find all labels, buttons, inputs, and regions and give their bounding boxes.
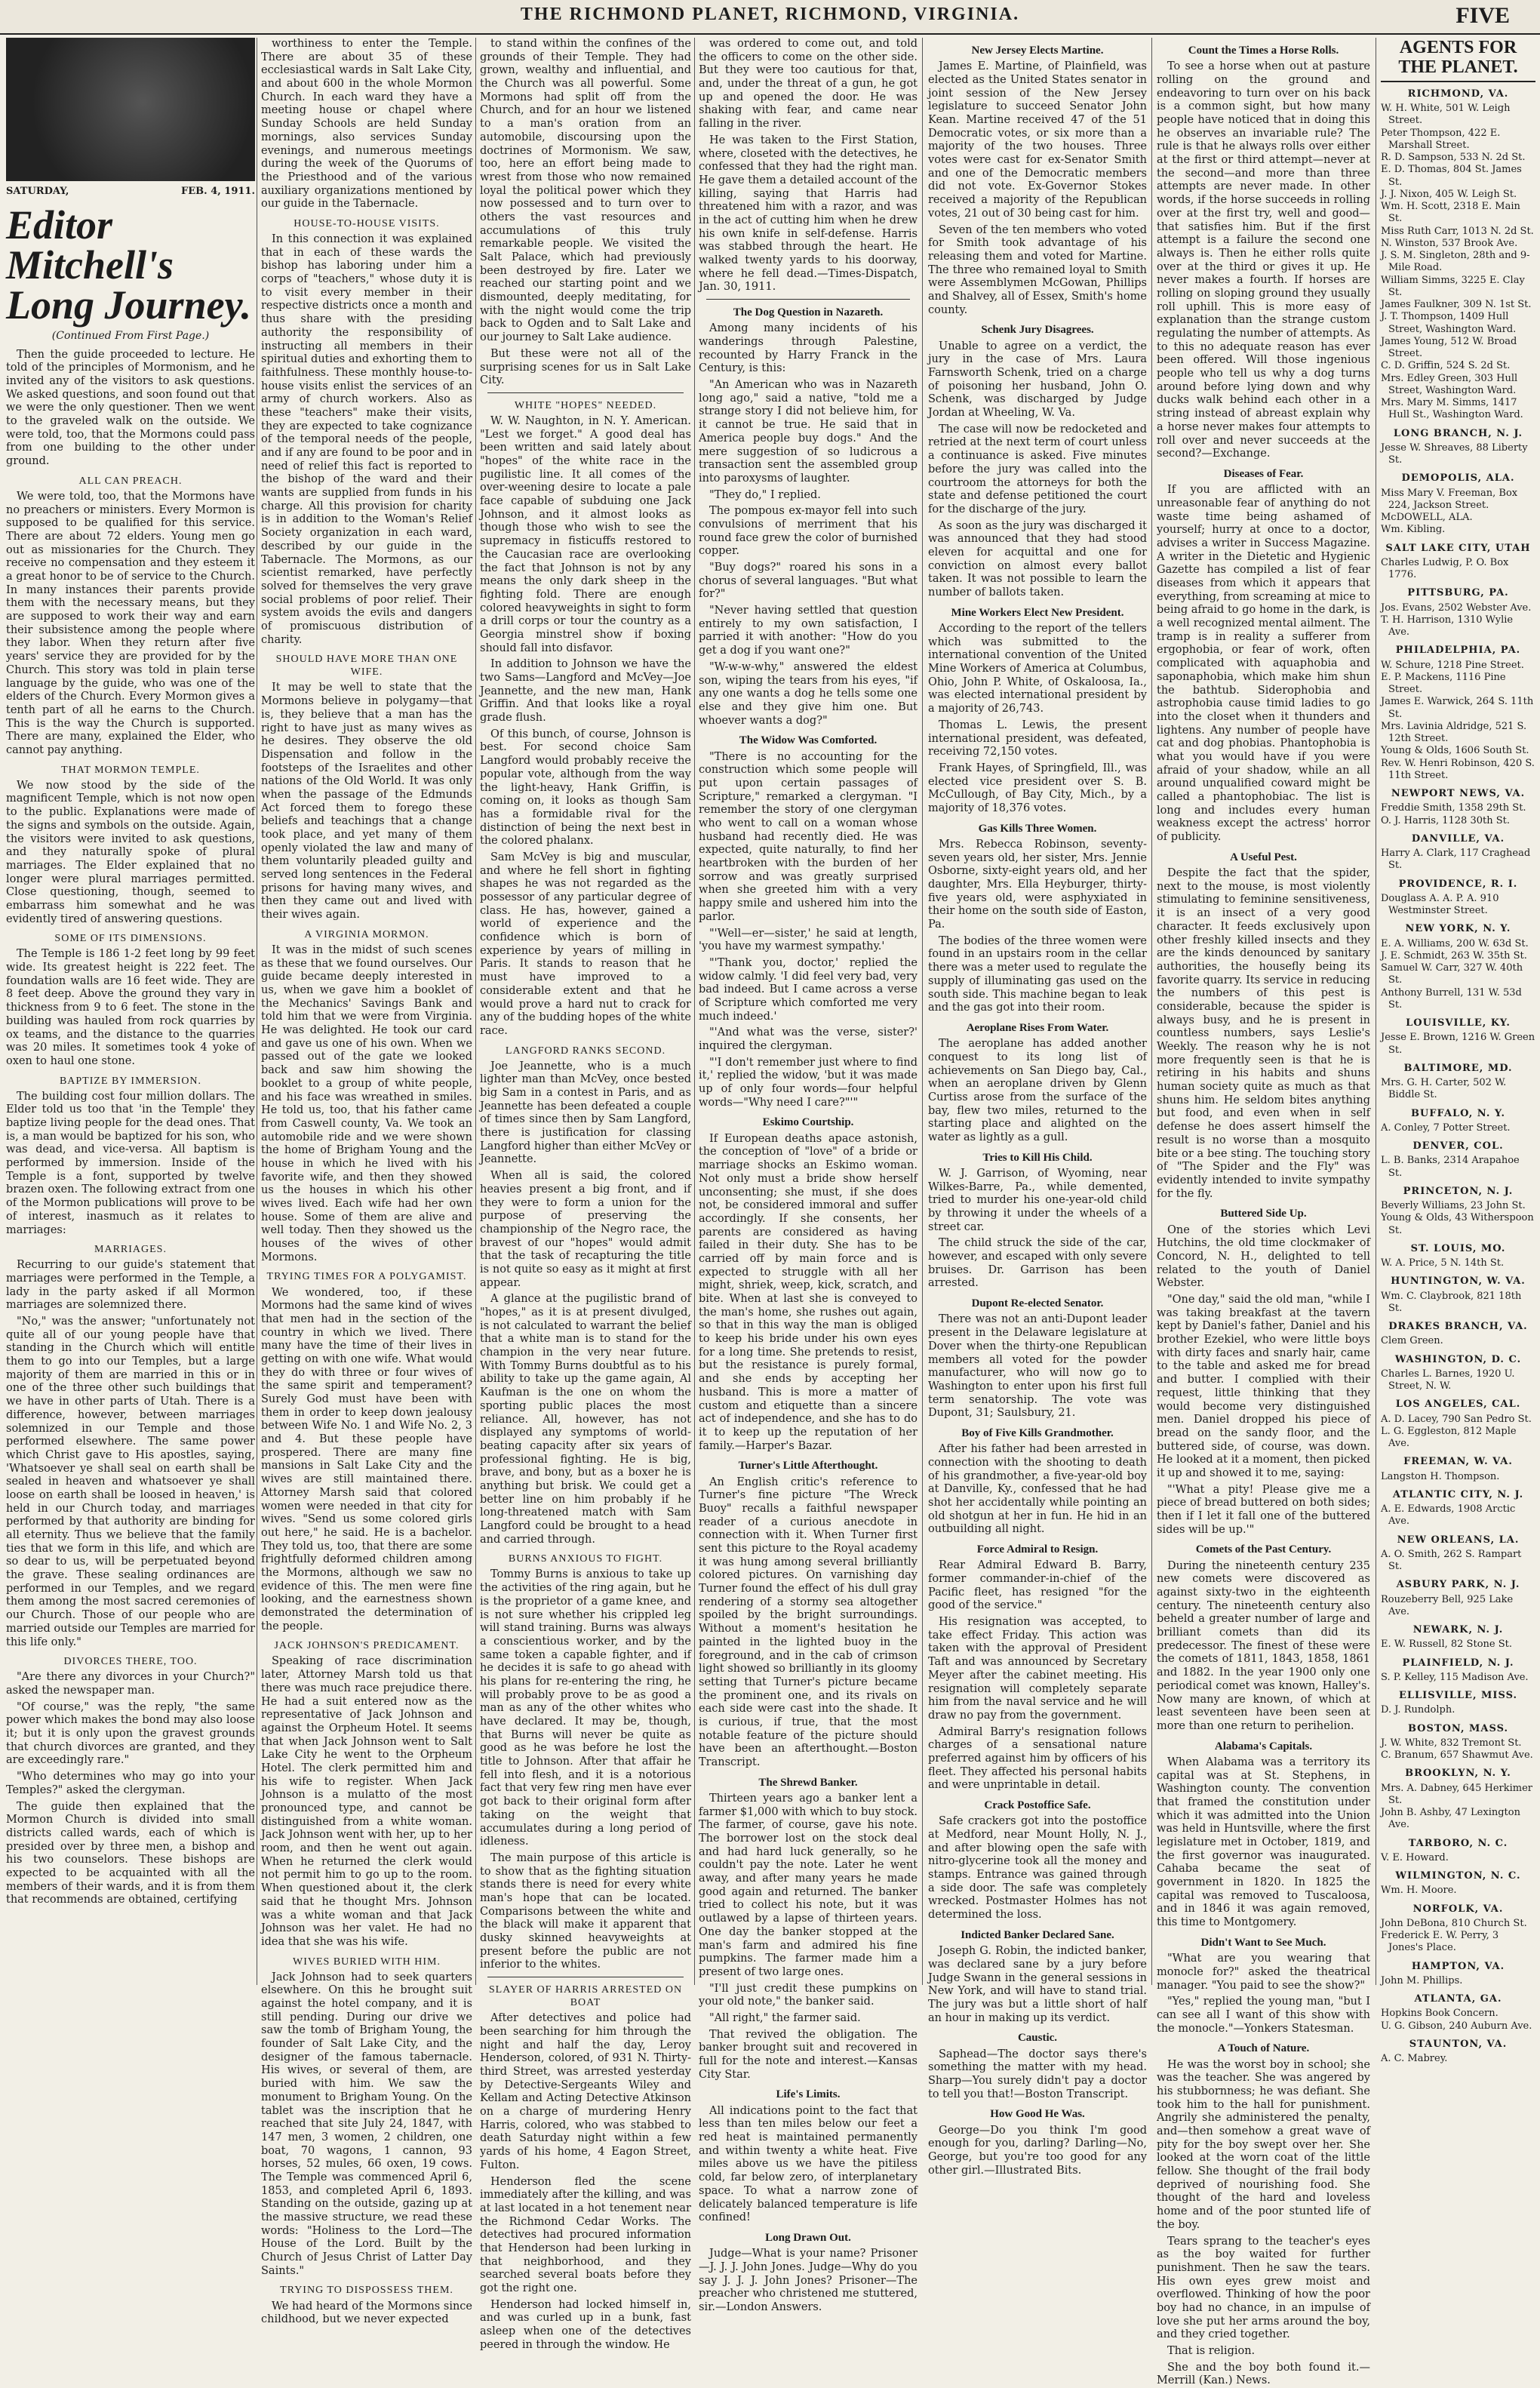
paragraph: Thirteen years ago a banker lent a farmer $1,000 with which to buy stock. The farmer, of course, gave his note. The borrower lost on the stock deal and had hard luck generally, so he couldn't pay the note. Later he went away, and after many years he made good again and returned. The banker tried to collect his note, but it was outlawed by a lapse of thirteen years. One day the banker stopped at the man's farm and admired his fine pumpkins. The farmer made him a present of two large ones. bbox=[699, 1792, 918, 1978]
agents-column bbox=[1381, 38, 1535, 2065]
paragraph: The aeroplane has added another conquest to its long list of achievements on San Diego bay, Cal., when an aeroplane driven by Glenn Curtiss arose from the surface of the bay, flew two miles, returned to the starting place and alighted on the water as lightly as a gull. bbox=[928, 1038, 1147, 1143]
agents-city-heading: LOS ANGELES, CAL. bbox=[1395, 1399, 1521, 1411]
paragraph: An English critic's reference to Turner's fine picture "The Wreck Buoy" recalls a faithful newspaper reader of a curious anecdote in connection with it. When Turner first sent this picture to the Royal academy it was hung among several brilliantly colored pictures. On varnishing day Turner found the effect of his dull gray rendering of a stormy sea altogether spoiled by the bright surroundings. Without a moment's hesitation he painted in the lighted buoy in the foreground, and in the cab of crimson light showed so brilliantly in its gloomy setting that Turner's picture became the prominent one, and its rivals on each side were cast into the shade. It is curious, if true, that the most notable feature of the picture should have been an afterthought.—Boston Transcript. bbox=[699, 1476, 918, 1768]
column-rule bbox=[475, 38, 476, 1985]
article-heading: Dupont Re-elected Senator. bbox=[971, 1297, 1104, 1310]
paragraph: We had heard of the Mormons since childhood, but we never expected bbox=[261, 2300, 472, 2326]
section-heading: DIVORCES THERE, TOO. bbox=[63, 1656, 198, 1668]
paragraph: Thomas L. Lewis, the present international president, was defeated, receiving 72,150 votes. bbox=[928, 719, 1147, 759]
agent-entry: Charles L. Barnes, 1920 U. Street, N. W. bbox=[1381, 1368, 1515, 1392]
agent-entry: Miss Ruth Carr, 1013 N. 2d St. bbox=[1381, 225, 1534, 237]
agent-entry: E. D. Thomas, 804 St. James St. bbox=[1381, 164, 1522, 188]
agent-entry: James Faulkner, 309 N. 1st St. bbox=[1381, 299, 1532, 311]
paragraph: worthiness to enter the Temple. There are about 35 of these ecclesiastical wards in Salt Lake City, and about 600 in the whole Mormon Church. In each ward they have a meeting house or chapel where Sunday Schools are held Sunday mornings, also services Sunday evenings, and numerous meetings during the week of the Quorums of the Priesthood and of the various auxiliary organizations mentioned by our guide in the Tabernacle. bbox=[261, 38, 472, 211]
article-heading: How Good He Was. bbox=[990, 2108, 1085, 2121]
paragraph: When all is said, the colored heavies present a big front, and if they were to form a union for the purpose of preserving the championship of the Negro race, the bravest of our "hopes" would admit that the task of recapturing the title is not quite so easy as it might at first appear. bbox=[480, 1170, 691, 1289]
article-heading: Force Admiral to Resign. bbox=[976, 1543, 1099, 1556]
agent-entry: W. Schure, 1218 Pine Street. bbox=[1381, 659, 1524, 671]
paragraph: "W-w-w-why," answered the eldest son, wiping the tears from his eyes, "if any one wants a dog he tells some one else and they give him one. But whoever wants a dog?" bbox=[699, 660, 918, 727]
agents-city-heading: FREEMAN, W. VA. bbox=[1403, 1456, 1513, 1468]
agents-title: AGENTS FOR THE PLANET. bbox=[1381, 38, 1535, 82]
agent-entry: Clem Green. bbox=[1381, 1335, 1443, 1347]
paragraph: "What are you wearing that monocle for?" asked the theatrical manager. "You paid to see the show?" bbox=[1157, 1953, 1370, 1992]
article-heading: Count the Times a Horse Rolls. bbox=[1188, 45, 1339, 57]
paragraph: It may be well to state that the Mormons believe in polygamy—that is, they believe that a man has the right to have just as many wives as he desires. They observe the old Dispensation and follow in the footsteps of the Israelites and other nations of the Old World. It was only when the passage of the Edmunds Act forced them to forego these beliefs and teachings that a change took place, and yet many of them openly violated the law and many of them voluntarily pleaded guilty and served long sentences in the Federal prisons for having many wives, and then they came out and lived with their wives again. bbox=[261, 682, 472, 922]
agent-entry: O. J. Harris, 1128 30th St. bbox=[1381, 814, 1510, 826]
article-heading: Didn't Want to See Much. bbox=[1200, 1936, 1326, 1949]
paragraph: "They do," I replied. bbox=[709, 488, 821, 501]
paragraph: She and the boy both found it.—Merrill (Kan.) News. bbox=[1157, 2361, 1370, 2387]
article-heading: Aeroplane Rises From Water. bbox=[966, 1021, 1109, 1034]
agent-entry: Rouzeberry Bell, 925 Lake Ave. bbox=[1381, 1593, 1514, 1617]
paragraph: A glance at the pugilistic brand of "hopes," as it is at present divulged, is not calculated to warrant the belief that a white man is to stand for the champion in the very near future. With Tommy Burns doubtful as to his ability to take up the game again, Al Kaufman is the one on whom the sporting public places the most reliance. All, however, has not displayed any symptoms of world-beating capacity after six years of professional fighting. He is big, brave, and bony, but as a boxer he is anything but brisk. We could get a better line on him probably if he long-threatened match with Sam Langford could be brought to a head and carried through. bbox=[480, 1293, 691, 1546]
agents-city-heading: ST. LOUIS, MO. bbox=[1410, 1242, 1506, 1254]
paragraph: We were told, too, that the Mormons have no preachers or ministers. Every Mormon is supposed to be qualified for this service. There are about 72 elders. Young men go out as missionaries for the Church. They receive no compensation and they esteem it a great honor to be of service to the Church. In many instances their parents provide them with the necessary means, but they are supposed to work their way and earn their subsistence among the people where they labor. When they return after five years' service they are provided for by the Church. This story was told in plain terse language by the guide, who was one of the elders of the Church. Every Mormon gives a tenth part of all he earns to the Church. This is the way the Church is supported. There are many, explained the Elder, who cannot pay anything. bbox=[6, 490, 255, 756]
agents-city-heading: ELLISVILLE, MISS. bbox=[1398, 1690, 1518, 1702]
section-heading: LANGFORD RANKS SECOND. bbox=[505, 1045, 666, 1057]
section-heading: JACK JOHNSON'S PREDICAMENT. bbox=[274, 1640, 460, 1652]
agent-entry: Harry A. Clark, 117 Craghead St. bbox=[1381, 848, 1531, 872]
masthead bbox=[0, 0, 1540, 35]
paragraph: Joseph G. Robin, the indicted banker, was declared sane by a jury before Judge Swann in the general sessions in New York, and will have to stand trial. The jury was but a little short of half an hour in making up its verdict. bbox=[928, 1945, 1147, 2024]
section-heading: BURNS ANXIOUS TO FIGHT. bbox=[508, 1553, 663, 1565]
agents-city-heading: PROVIDENCE, R. I. bbox=[1398, 878, 1518, 890]
paragraph: The guide then explained that the Mormon Church is divided into small districts called wards, each of which is presided over by three men, a bishop and his two counselors. These bishops are expected to be acquainted with all the members of their wards, and it is from them that recommends are obtained, certifying bbox=[6, 1800, 255, 1906]
paragraph: "'Well—er—sister,' he said at length, 'you have my warmest sympathy.' bbox=[699, 927, 918, 953]
article-heading: New Jersey Elects Martine. bbox=[971, 45, 1104, 57]
column-2 bbox=[261, 38, 472, 2326]
column-6 bbox=[1157, 38, 1370, 2387]
paragraph: "I'll just credit these pumpkins on your old note," the banker said. bbox=[699, 1982, 918, 2008]
paragraph: Admiral Barry's resignation follows charges of a sensational nature preferred against him by officers of his fleet. They affected his personal habits and were unprintable in detail. bbox=[928, 1725, 1147, 1792]
article-heading: Mine Workers Elect New President. bbox=[951, 606, 1124, 619]
agent-entry: C. D. Griffin, 524 S. 2d St. bbox=[1381, 360, 1511, 372]
paragraph: "One day," said the old man, "while I was taking breakfast at the tavern kept by Daniel's father, Daniel and his brother Ezekiel, who were little boys with dirty faces and snarly hair, came to the table and asked me for bread and butter. I complied with their request, little thinking that they would become very distinguished men. Daniel dropped his piece of bread on the sandy floor, and the buttered side, of course, was down. He looked at it a moment, then picked it up and showed it to me, saying: bbox=[1157, 1294, 1370, 1479]
agent-entry: J. E. Schmidt, 263 W. 35th St. bbox=[1381, 949, 1527, 962]
agents-city-heading: PLAINFIELD, N. J. bbox=[1402, 1657, 1514, 1669]
paragraph: Seven of the ten members who voted for Smith took advantage of his releasing them and voted for Martine. The three who remained loyal to Smith were Assemblymen McGowan, Phillips and Shalvey, all of Essex, Smith's home county. bbox=[928, 223, 1147, 316]
agent-entry: J. W. White, 832 Tremont St. bbox=[1381, 1737, 1522, 1749]
agent-entry: U. G. Gibson, 240 Auburn Ave. bbox=[1381, 2020, 1532, 2032]
agent-entry: D. J. Rundolph. bbox=[1381, 1704, 1455, 1716]
column-rule bbox=[1151, 38, 1152, 1985]
paragraph: Judge—What is your name? Prisoner—J. J. J. John Jones. Judge—Why do you say J. J. J. John Jones? Prisoner—The preacher who christened me stuttered, sir.—London Answers. bbox=[699, 2248, 918, 2313]
agent-entry: A. C. Mabrey. bbox=[1381, 2053, 1448, 2065]
paragraph: "No," was the answer; "unfortunately not quite all of our young people have that standing in the Church which will entitle them to go into our Temples, but a large majority of them are married in this or in one of the three other such buildings that we have in other parts of Utah. There is a difference, however, between marriages solemnized in our Temple and those performed elsewhere. The same power which Christ gave to His apostles, saying, 'Whatsoever ye shall seal on earth shall be sealed in heaven and whatsoever ye shall loose on earth shall be loosed in heaven,' is held in our Church today, and marriages performed by that authority are binding for all eternity. Thus we believe that the family ties that we form in this life, and which are so dear to us, will be perpetuated beyond the grave. These sealing ordinances are performed in our Temples, and we regard them among the most sacred ceremonies of our Church. Those of our people who are married outside our Temples are married for this life only." bbox=[6, 1316, 256, 1648]
paragraph: To see a horse when out at pasture rolling on the ground and endeavoring to turn over on his back is a common sight, but how many people have noticed that in doing this he observes an invariable rule? The rule is that he always rolls over either at the first or third attempt—never at the second—and more than three attempts are never made. In other words, if the horse succeeds in rolling over at the first try, well and good—that satisfies him. But if the first attempt is a failure the second one always is. Then he either rolls quite over at the third or gives it up. He never makes a fourth. If horses are rolling on sloping ground they usually roll uphill. This is more easy of explanation than the strange custom regulating the number of attempts. As to this no adequate reason has ever been offered. Will those ingenious people who tell us why a dog turns around before lying down and why ducks walk behind each other in a string instead of abreast explain why a horse never makes four attempts to roll over and never succeeds at the second?—Exchange. bbox=[1157, 60, 1370, 460]
column-4 bbox=[699, 38, 918, 2313]
section-heading: BAPTIZE BY IMMERSION. bbox=[59, 1075, 202, 1087]
paragraph: "All right," the farmer said. bbox=[709, 2011, 861, 2024]
paragraph: George—Do you think I'm good enough for you, darling? Darling—No, George, but you're too good for any other girl.—Illustrated Bits. bbox=[928, 2124, 1147, 2177]
agents-city-heading: ASBURY PARK, N. J. bbox=[1396, 1579, 1520, 1591]
agent-entry: T. H. Harrison, 1310 Wylie Ave. bbox=[1381, 614, 1514, 639]
agent-entry: Mrs. Lavinia Aldridge, 521 S. 12th Street. bbox=[1381, 720, 1527, 745]
agent-entry: R. D. Sampson, 533 N. 2d St. bbox=[1381, 152, 1526, 164]
divider bbox=[706, 299, 910, 300]
agent-entry: James Young, 512 W. Broad Street. bbox=[1381, 335, 1517, 360]
article-heading: Caustic. bbox=[1017, 2032, 1058, 2045]
section-heading: A VIRGINIA MORMON. bbox=[304, 928, 429, 940]
paragraph: In addition to Johnson we have the two Sams—Langford and McVey—Joe Jeannette, and the new man, Hank Griffin. And that looks like a royal grade flush. bbox=[480, 658, 691, 725]
agent-entry: A. D. Lacey, 790 San Pedro St. bbox=[1381, 1413, 1532, 1425]
agent-entry: Douglass A. A. P. A. 910 Westminster Street. bbox=[1381, 892, 1499, 917]
section-heading: TRYING TIMES FOR A POLYGAMIST. bbox=[266, 1271, 467, 1283]
paragraph: W. W. Naughton, in N. Y. American. "Lest we forget." A good deal has been written and said lately about "hopes" of the white race in the pugilistic line. It all comes of the over-weening desire to locate a pale face capable of subduing one Jack Johnson, and it almost looks as though those who wish to see the supremacy in fisticuffs restored to the Caucasian race are overlooking the fact that Johnson is not by any means the only dark sheep in the fighting fold. There are enough colored heavyweights in sight to form a drill corps or tour the country as a Georgia minstrel show if boxing should fall into disfavor. bbox=[480, 414, 691, 654]
column-5 bbox=[928, 38, 1147, 2177]
paragraph: "Yes," replied the young man, "but I can see all I want of this show with the monocle."—Yonkers Statesman. bbox=[1157, 1996, 1370, 2035]
paragraph: The pompous ex-mayor fell into such convulsions of merriment that his round face grew the color of burnished copper. bbox=[699, 505, 918, 558]
paragraph: "There is no accounting for the construction which some people will put upon certain passages of Scripture," remarked a clergyman. "I remember the story of one clergyman who went to call on a woman whose husband had recently died. He was expected, quite naturally, to find her heartbroken with the burden of her sorrow and was greatly surprised when she greeted him with a very happy smile and ushered him into the parlor. bbox=[699, 750, 918, 923]
agent-entry: Hopkins Book Concern. bbox=[1381, 2008, 1499, 2020]
section-heading: MARRIAGES. bbox=[94, 1244, 167, 1256]
agent-entry: E. W. Russell, 82 Stone St. bbox=[1381, 1639, 1512, 1651]
agent-entry: William Simms, 3225 E. Clay St. bbox=[1381, 274, 1525, 298]
agents-city-heading: LOUISVILLE, KY. bbox=[1406, 1017, 1511, 1029]
paragraph: Mrs. Rebecca Robinson, seventy-seven years old, her sister, Mrs. Jennie Osborne, sixty-eight years old, and her daughter, Mrs. Ella Heyburger, thirty-five years old, were asphyxiated in their home on the south side of Easton, Pa. bbox=[928, 838, 1147, 931]
paragraph: But these were not all of the surprising scenes for us in Salt Lake City. bbox=[480, 347, 691, 387]
agent-entry: John B. Ashby, 47 Lexington Ave. bbox=[1381, 1807, 1520, 1831]
agent-entry: A. E. Edwards, 1908 Arctic Ave. bbox=[1381, 1503, 1516, 1528]
editor-portrait bbox=[6, 38, 255, 181]
article-heading: Tries to Kill His Child. bbox=[982, 1151, 1093, 1164]
paragraph: Henderson fled the scene immediately after the killing, and was at last located in a hot tenement near the Richmond Cedar Works. The detectives had procured information that Henderson had been lurking in that neighborhood, and they searched several boats before they got the right one. bbox=[480, 2175, 691, 2295]
agents-city-heading: SALT LAKE CITY, UTAH bbox=[1385, 542, 1531, 554]
dateline bbox=[6, 186, 255, 198]
agent-entry: Frederick E. W. Perry, 3 Jones's Place. bbox=[1381, 1930, 1499, 1954]
paragraph: He was the worst boy in school; she was the teacher. She was angered by his stubbornness; he was defiant. She took him to the hall for punishment. Angrily she administered the penalty, and—then somehow a great wave of pity for the boy swept over her. She looked at the worn coat of the little fellow. She thought of the frail body deprived of nourishing food. She thought of the hard and loveless home and of the poor stunted life of the boy. bbox=[1157, 2058, 1370, 2231]
paragraph: Sam McVey is big and muscular, and where he fell short in fighting shapes he was not regarded as the possessor of any particular degree of class. He has, however, gained a world of experience and the confidence which is born of experience by years of milling in Paris. It stands to reason that he must have improved to a considerable extent and that he would prove a hard nut to crack for any of the budding hopes of the white race. bbox=[480, 851, 691, 1037]
agents-city-heading: DRAKES BRANCH, VA. bbox=[1388, 1321, 1528, 1333]
agent-entry: Mrs. Mary M. Simms, 1417 Hull St., Washington Ward. bbox=[1381, 397, 1523, 421]
paragraph: was ordered to come out, and told the officers to come on the other side. But they were too cautious for that, and, under the threat of a gun, he got up and opened the door. He was shaking with fear, and came near falling in the river. bbox=[699, 38, 918, 131]
section-heading: SHOULD HAVE MORE THAN ONE WIFE. bbox=[275, 654, 458, 679]
agent-entry: Peter Thompson, 422 E. Marshall Street. bbox=[1381, 127, 1501, 151]
agent-entry: Miss Mary V. Freeman, Box 224, Jackson Street. bbox=[1381, 487, 1518, 511]
agent-entry: Wm. H. Moore. bbox=[1381, 1885, 1457, 1897]
paragraph: In this connection it was explained that in each of these wards the bishop has laboring under him a corps of "teachers," whose duty it is to visit every member in their respective districts once a month and thus share with the presiding authority the responsibility of instructing all members in their spiritual duties and exhorting them to faithfulness. These monthly house-to-house visits enlist the services of an army of church workers. Also as these "teachers" make their visits, they are expected to take cognizance of the temporal needs of the people, and if any are found to be poor and in need of relief this fact is reported to the bishop of the ward and their wants are supplied from funds in his charge. All this provision for charity is in addition to the Woman's Relief Society organization in each ward, described by our guide in the Tabernacle. The Mormons, as our scientist remarked, have perfectly solved for themselves the very grave social problems of poor relief. Their system avoids the evils and dangers of promiscuous distribution of charity. bbox=[261, 233, 472, 646]
paragraph: Then the guide proceeded to lecture. He told of the principles of Mormonism, and he invited any of the visitors to ask questions. We asked questions, and soon found out that we were the only questioner. Then we went to the graveled walk on the outside. We were told, too, that the Mormons could pass from one building to the other under ground. bbox=[6, 348, 255, 468]
paragraph: Jack Johnson had to seek quarters elsewhere. On this he brought suit against the hotel company, and it is still pending. During our drive we saw the tomb of Brigham Young, the founder of Salt Lake City, and the designer of the famous tabernacle. His wives, or several of them, are buried with him. We saw the monument to Brigham Young. On the tablet was the inscription that he reached that site July 24, 1847, with 147 men, 3 women, 2 children, one boat, 70 wagons, 1 cannon, 93 horses, 52 mules, 66 oxen, 19 cows. The Temple was commenced April 6, 1853, and completed April 6, 1893. Standing on the outside, gazing up at the massive structure, we read these words: "Holiness to the Lord—The House of the Lord. Built by the Church of Jesus Christ of Latter Day Saints." bbox=[261, 1971, 472, 2277]
agents-city-heading: WILMINGTON, N. C. bbox=[1395, 1870, 1521, 1882]
paragraph: "'Thank you, doctor,' replied the widow calmly. 'I did feel very bad, very bad indeed. But I came across a verse of Scripture which comforted me very much indeed.' bbox=[699, 956, 918, 1023]
section-heading: TRYING TO DISPOSSESS THEM. bbox=[280, 2285, 453, 2297]
paragraph: One of the stories which Levi Hutchins, the old time clockmaker of Concord, N. H., delighted to tell related to the youth of Daniel Webster. bbox=[1157, 1223, 1370, 1290]
article-heading: Boy of Five Kills Grandmother. bbox=[961, 1426, 1114, 1439]
page-number: FIVE bbox=[1455, 3, 1510, 28]
article-heading: Alabama's Capitals. bbox=[1214, 1740, 1313, 1753]
agent-entry: Samuel W. Carr, 327 W. 40th St. bbox=[1381, 962, 1523, 986]
agent-entry: N. Winston, 537 Brook Ave. bbox=[1381, 237, 1518, 249]
paragraph: "Never having settled that question entirely to my own satisfaction, I parried it with another: "How do you get a dog if you want one?" bbox=[699, 605, 918, 657]
agents-city-heading: BOSTON, MASS. bbox=[1407, 1722, 1509, 1734]
article-heading: Gas Kills Three Women. bbox=[978, 822, 1097, 835]
paragraph: We now stood by the side of the magnificent Temple, which is not now open to the public. Explanations were made of the signs and symbols on the outside. Again, the visitors were invited to ask questions, and they naturally spoke of plural marriages. The Elder explained that no longer were plural marriages permitted. Close questioning, though, seemed to embarrass him somewhat and he was evidently tired of answering questions. bbox=[6, 779, 255, 925]
article-subhead: (Continued From First Page.) bbox=[51, 329, 210, 342]
paragraph: Speaking of race discrimination later, Attorney Marsh told us that there was much race prejudice there. He had a suit entered now as the representative of Jack Johnson and against the Orpheum Hotel. It seems that when Jack Johnson went to Salt Lake City he went to the Orpheum Hotel. The clerk permitted him and his wife to register. When Jack Johnson is a mulatto of the most pronounced type, and cannot be distinguished from a white woman. Jack Johnson went with her, up to her room, and then he went out again. When he returned the clerk would not permit him to go up to the room. When questioned about it, the clerk said that he thought Mrs. Johnson was a white woman and that Jack Johnson was her valet. He had no idea that she was his wife. bbox=[261, 1655, 472, 1948]
agents-city-heading: BALTIMORE, MD. bbox=[1403, 1062, 1513, 1074]
paragraph: W. J. Garrison, of Wyoming, near Wilkes-Barre, Pa., while demented, tried to murder his one-year-old child by throwing it under the wheels of a street car. bbox=[928, 1167, 1147, 1233]
paragraph: After his father had been arrested in connection with the shooting to death of his grandmother, a five-year-old boy at Danville, Ky., confessed that he had shot her accidentally while pointing an old shotgun at her in fun. He hid in an outbuilding all night. bbox=[928, 1443, 1147, 1536]
agent-entry: John M. Phillips. bbox=[1381, 1974, 1463, 1986]
agents-city-heading: DENVER, COL. bbox=[1412, 1140, 1504, 1152]
masthead-title: THE RICHMOND PLANET, RICHMOND, VIRGINIA. bbox=[520, 5, 1020, 24]
paragraph: to stand within the confines of the grounds of their Temple. They had grown, wealthy and influential, and the Church was all powerful. Some Mormons had split off from the Church, and for an hour we listened to a man's oration from an automobile, discoursing upon the doctrines of Mormonism. We saw, too, here an effort being made to wrest from those who now remained loyal the political power which they now possessed and to turn over to others the vast resources and accumulations of this truly remarkable people. We visited the Salt Palace, which had previously been destroyed by fire. Later we reached our starting point and we dismounted, deeply meditating, for with the night would come the trip back to Ogden and to Salt Lake and our journey to Salt Lake audience. bbox=[480, 38, 691, 344]
paragraph: There was not an anti-Dupont leader present in the Delaware legislature at Dover when the thirty-one Republican members all voted for the powder manufacturer, who will now go to Washington to enter upon his first full term senatorship. The vote was Dupont, 31; Saulsbury, 21. bbox=[928, 1313, 1147, 1420]
agent-entry: Anthony Burrell, 131 W. 53d St. bbox=[1381, 986, 1522, 1011]
paragraph: After detectives and police had been searching for him through the night and half the day, Leroy Henderson, colored, of 931 N. Thirty-third Street, was arrested yesterday by Detective-Sergeants Wiley and Kellam and Acting Detective Atkinson on a charge of murdering Henry Harris, colored, who was stabbed to death Saturday night within a few yards of his home, 4 Eagon Street, Fulton. bbox=[480, 2012, 691, 2171]
paragraph: "'And what was the verse, sister?' inquired the clergyman. bbox=[699, 1026, 918, 1053]
agent-entry: Freddie Smith, 1358 29th St. bbox=[1381, 802, 1526, 814]
agent-entry: C. Branum, 657 Shawmut Ave. bbox=[1381, 1749, 1533, 1762]
agents-city-heading: PRINCETON, N. J. bbox=[1403, 1185, 1514, 1197]
paragraph: The Temple is 186 1-2 feet long by 99 feet wide. Its greatest height is 222 feet. The foundation walls are 16 feet wide. They are 8 feet deep. Above the ground they vary in thickness from 9 to 6 feet. The stone in the building was hauled from rock quarries by ox teams, and the distance to the quarries was 20 miles. It sometimes took 4 yoke of oxen to haul one stone. bbox=[6, 948, 255, 1067]
agents-city-heading: NEWARK, N. J. bbox=[1412, 1624, 1504, 1636]
agent-entry: James E. Warwick, 264 S. 11th St. bbox=[1381, 696, 1534, 720]
paragraph: Unable to agree on a verdict, the jury in the case of Mrs. Laura Farnsworth Schenk, tried on a charge of poisoning her husband, John O. Schenk, was discharged by Judge Jordan at Wheeling, W. Va. bbox=[928, 340, 1147, 420]
article-heading: A Useful Pest. bbox=[1230, 851, 1297, 863]
paragraph: "Buy dogs?" roared his sons in a chorus of several languages. "But what for?" bbox=[699, 562, 918, 601]
agent-entry: L. G. Eggleston, 812 Maple Ave. bbox=[1381, 1425, 1517, 1450]
agent-entry: Mrs. A. Dabney, 645 Herkimer St. bbox=[1381, 1782, 1533, 1806]
agents-city-heading: BUFFALO, N. Y. bbox=[1410, 1107, 1506, 1119]
agents-city-heading: PITTSBURG, PA. bbox=[1407, 587, 1509, 599]
agents-city-heading: WASHINGTON, D. C. bbox=[1394, 1353, 1522, 1365]
agents-city-heading: LONG BRANCH, N. J. bbox=[1393, 427, 1523, 439]
section-heading: HOUSE-TO-HOUSE VISITS. bbox=[294, 217, 440, 229]
paragraph: "Are there any divorces in your Church?" asked the newspaper man. bbox=[6, 1671, 255, 1697]
paragraph: Joe Jeannette, who is a much lighter man than McVey, once bested big Sam in a contest in Paris, and as Jeannette has been defeated a couple of times since then by Sam Langford, there is justification for classing Langford higher than either McVey or Jeannette. bbox=[480, 1060, 691, 1166]
agents-city-heading: ATLANTA, GA. bbox=[1414, 1993, 1502, 2005]
article-heading: A Touch of Nature. bbox=[1217, 2042, 1310, 2055]
agent-entry: J. S. M. Singleton, 28th and 9-Mile Road. bbox=[1381, 250, 1530, 274]
article-headline: Editor Mitchell's Long Journey. bbox=[6, 202, 252, 328]
paragraph: According to the report of the tellers which was submitted to the international convention of the United Mine Workers of America at Columbus, Ohio, John P. White, of Oskaloosa, Ia., was elected international president by a majority of 26,743. bbox=[928, 623, 1147, 715]
agent-entry: W. A. Price, 5 N. 14th St. bbox=[1381, 1257, 1505, 1269]
article-heading: Diseases of Fear. bbox=[1223, 467, 1304, 480]
agent-entry: E. P. Mackens, 1116 Pine Street. bbox=[1381, 671, 1506, 696]
paragraph: Despite the fact that the spider, next to the mouse, is most violently stimulating to feminine sensitiveness, it is an insect of a very good character. It feeds exclusively upon other freshly killed insects and they are the kinds denounced by sanitary authorities, the housefly being its favorite quarry. Its service in reducing the numbers of this pest is considerable, because the spider is always busy, and he is present in countless numbers, says Leslie's Weekly. The reason why he is not more frequently seen is that he is retiring in his habits and shuns human society quite as much as that shuns him. He seldom bites anything but food, and even when in self defense he does assert himself the result is no worse than a mosquito bite or a bee sting. The touching story of "The Spider and the Fly" was evidently intended to invite sympathy for the fly. bbox=[1157, 867, 1370, 1200]
agent-entry: A. O. Smith, 262 S. Rampart St. bbox=[1381, 1548, 1522, 1573]
article-heading: Schenk Jury Disagrees. bbox=[981, 324, 1094, 337]
agent-entry: A. Conley, 7 Potter Street. bbox=[1381, 1122, 1511, 1134]
paragraph: The child struck the side of the car, however, and escaped with only severe bruises. Dr. Garrison has been arrested. bbox=[928, 1237, 1147, 1290]
article-heading: Crack Postoffice Safe. bbox=[984, 1799, 1091, 1812]
agent-entry: Jesse E. Brown, 1216 W. Green St. bbox=[1381, 1032, 1535, 1056]
paragraph: As soon as the jury was discharged it was announced that they had stood eleven for acquittal and one for conviction on almost every ballot taken. It was not possible to learn the number of ballots taken. bbox=[928, 519, 1147, 599]
agents-city-heading: ATLANTIC CITY, N. J. bbox=[1392, 1488, 1524, 1500]
agents-city-heading: NORFOLK, VA. bbox=[1412, 1903, 1504, 1915]
column-3 bbox=[480, 38, 691, 2351]
agent-entry: Young & Olds, 43 Witherspoon St. bbox=[1381, 1212, 1534, 1236]
agent-entry: J. T. Thompson, 1409 Hull Street, Washington Ward. bbox=[1381, 311, 1517, 335]
agent-entry: V. E. Howard. bbox=[1381, 1851, 1449, 1863]
section-heading: SOME OF ITS DIMENSIONS. bbox=[54, 933, 207, 945]
agents-city-heading: NEW ORLEANS, LA. bbox=[1397, 1534, 1520, 1546]
dateline-date: FEB. 4, 1911. bbox=[181, 186, 255, 197]
paragraph: Saphead—The doctor says there's something the matter with my head. Sharp—You surely didn't pay a doctor to tell you that!—Boston Transcript. bbox=[928, 2048, 1147, 2100]
paragraph: The bodies of the three women were found in an upstairs room in the cellar there was a meter used to regulate the supply of illuminating gas used on the south side. This machine began to leak and the gas got into their room. bbox=[928, 934, 1147, 1014]
agents-city-heading: NEW YORK, N. Y. bbox=[1405, 923, 1511, 935]
paragraph: Recurring to our guide's statement that marriages were performed in the Temple, a lady in the party asked if all Mormon marriages are solemnized there. bbox=[6, 1259, 255, 1312]
agents-city-heading: HAMPTON, VA. bbox=[1411, 1960, 1505, 1972]
paragraph: Among many incidents of his wanderings through Palestine, recounted by Harry Franck in the Century, is this: bbox=[699, 322, 918, 375]
agent-entry: Jos. Evans, 2502 Webster Ave. bbox=[1381, 602, 1532, 614]
paragraph: If you are afflicted with an unreasonable fear of anything do not waste time being ashamed of yourself; hurry at once to a doctor, advises a writer in Success Magazine. A writer in the Dietetic and Hygienic Gazette has compiled a list of fear diseases from which it appears that everything, from screaming at mice to being afraid to go home in the dark, is a well recognized mental ailment. The tramp is in reality a sufferer from ergophobia, or fear of work, often complicated with aquaphobia and saponaphobia, which make him shun the bathtub. Siderophobia and astrophobia cause timid ladies to go into the closet when it thunders and lightens. Any number of people have cat and dog phobias. Phantophobia is what you would have if you were afraid of your shadow, while an all around unqualified coward might be called a phantophobiac. The list is long and includes every human weakness except the actress' horror of publicity. bbox=[1157, 484, 1370, 844]
article-heading: The Dog Question in Nazareth. bbox=[733, 306, 884, 319]
agent-entry: S. P. Kelley, 115 Madison Ave. bbox=[1381, 1671, 1529, 1683]
article-heading: Turner's Little Afterthought. bbox=[738, 1460, 878, 1472]
article-heading: Buttered Side Up. bbox=[1220, 1208, 1307, 1220]
article-heading: Indicted Banker Declared Sane. bbox=[961, 1928, 1114, 1941]
paragraph: Tommy Burns is anxious to take up the activities of the ring again, but he is the proprietor of a game knee, and is not sure whether his crippled leg will stand training. Burns was always a conscientious worker, and by the same token a capable fighter, and if he decides it is safe to go ahead with his plans for re-entering the ring, he will probably prove to be as good a man as any of the other whites who have declared. It may be, though, that Burns will never be quite as good as he was before he lost the title to Johnson. After that affair he fell into flesh, and it is a notorious fact that very few ring men have ever got back to their original form after taking on the weight that accumulates during a long period of idleness. bbox=[480, 1568, 691, 1848]
paragraph: Frank Hayes, of Springfield, Ill., was elected vice president over S. B. McCullough, of Bay City, Mich., by a majority of 18,376 votes. bbox=[928, 762, 1147, 814]
agents-city-heading: DANVILLE, VA. bbox=[1411, 832, 1505, 845]
article-heading: SLAYER OF HARRIS ARRESTED ON BOAT bbox=[488, 1984, 683, 2009]
paragraph: Of this bunch, of course, Johnson is best. For second choice Sam Langford would probably receive the popular vote, although from the way the light-heavy, Hank Griffin, is coming on, it looks as though Sam has a formidable rival for the distinction of being the next best in the colored phalanx. bbox=[480, 728, 691, 848]
paragraph: During the nineteenth century 235 new comets were discovered as against sixty-two in the eighteenth century. The nineteenth century also beheld a greater number of large and brilliant comets than did its predecessor. The finest of these were the comets of 1811, 1843, 1858, 1861 and 1882. In the year 1900 only one periodical comet was known, Halley's. Now many are known, of which at least seventeen have been seen at more than one return to perihelion. bbox=[1157, 1559, 1370, 1732]
article-heading: Life's Limits. bbox=[776, 2088, 841, 2101]
paragraph: Safe crackers got into the postoffice at Medford, near Mount Holly, N. J., and after blowing open the safe with nitro-glycerine took all the money and stamps. Entrance was gained through a side door. The safe was completely wrecked. Postmaster Holmes has not determined the loss. bbox=[928, 1815, 1147, 1922]
paragraph: "Who determines who may go into your Temples?" asked the clergyman. bbox=[6, 1771, 255, 1796]
column-rule bbox=[694, 38, 695, 1985]
agent-entry: Langston H. Thompson. bbox=[1381, 1470, 1500, 1482]
article-heading: WHITE "HOPES" NEEDED. bbox=[514, 399, 657, 411]
agent-entry: Mrs. Edley Green, 303 Hull Street, Washington Ward. bbox=[1381, 372, 1518, 396]
paragraph: "'What a pity! Please give me a piece of bread buttered on both sides; then if I let it fall one of the buttered sides will be up.'" bbox=[1157, 1483, 1370, 1536]
paragraph: The main purpose of this article is to show that as the fighting situation stands there is need for every white man's hope that can be located. Comparisons between the white and the black will make it apparent that dusky skinned heavyweights at present before the public are not inferior to the whites. bbox=[480, 1851, 691, 1971]
agent-entry: Wm. Kibling. bbox=[1381, 524, 1446, 536]
agents-city-heading: HUNTINGTON, W. VA. bbox=[1391, 1276, 1526, 1288]
agent-entry: W. H. White, 501 W. Leigh Street. bbox=[1381, 103, 1511, 127]
paragraph: Tears sprang to the teacher's eyes as the boy waited for further punishment. Then he saw the tears. His own eyes grew moist and overflowed. Thinking of how the poor boy had no chance, in an impulse of love she put her arms around the boy, and they cried together. bbox=[1157, 2235, 1370, 2341]
agent-entry: Wm. H. Scott, 2318 E. Main St. bbox=[1381, 201, 1520, 225]
agent-entry: E. A. Williams, 200 W. 63d St. bbox=[1381, 937, 1529, 949]
paragraph: James E. Martine, of Plainfield, was elected as the United States senator in joint session of the New Jersey legislature to succeed Senator John Kean. Martine received 47 of the 51 Democratic votes, or six more than a majority of the two houses. Three votes were cast for ex-Senator Smith and one of the Democratic members did not vote. Ex-Governor Stokes received a majority of the Republican votes, 21 out of 30 being cast for him. bbox=[928, 60, 1147, 220]
agent-entry: Young & Olds, 1606 South St. bbox=[1381, 745, 1529, 757]
agents-list bbox=[1381, 88, 1535, 2066]
paragraph: That is religion. bbox=[1167, 2345, 1256, 2357]
agent-entry: Mrs. G. H. Carter, 502 W. Biddle St. bbox=[1381, 1077, 1507, 1101]
paragraph: The case will now be redocketed and retried at the next term of court unless a continuance is asked. Five minutes before the jury was called into the courtroom the attorneys for both the state and defense petitioned the court for the discharge of the jury. bbox=[928, 423, 1147, 515]
section-heading: WIVES BURIED WITH HIM. bbox=[293, 1956, 441, 1968]
paragraph: "An American who was in Nazareth long ago," said a native, "told me a strange story I did not believe him, for it cannot be true. He said that in America people buy dogs." And the mere suggestion of so ludicrous a transaction sent the assembled group into paroxysms of laughter. bbox=[699, 379, 918, 485]
agent-entry: Rev. W. Henri Robinson, 420 S. 11th Street. bbox=[1381, 757, 1535, 781]
paragraph: We wondered, too, if these Mormons had the same kind of wives that men had in the section of the country in which we lived. There many have the time of their lives in getting on with one wife. What would they do with three or four wives of the same spirit and temperament? Surely God must have been with them in order to keep down jealousy between Wife No. 1 and Wife No. 2, 3 and 4. But these people have prospered. There are many fine mansions in Salt Lake City and the wives are still maintained there. Attorney Marsh said that colored women were needed in that city for wives. "Send us some colored girls out here," he said. He is a bachelor. They told us, too, that there are some frightfully deformed children among the Mormons, although we saw no evidence of this. The men were fine looking, and the earnestness shown demonstrated the determination of the people. bbox=[261, 1286, 472, 1633]
divider bbox=[487, 392, 684, 393]
agent-entry: L. B. Banks, 2314 Arapahoe St. bbox=[1381, 1155, 1520, 1179]
article-heading: Long Drawn Out. bbox=[765, 2231, 851, 2244]
article-heading: The Shrewd Banker. bbox=[758, 1776, 858, 1789]
column-1 bbox=[6, 38, 255, 1985]
agent-entry: John DeBona, 810 Church St. bbox=[1381, 1917, 1527, 1929]
section-heading: THAT MORMON TEMPLE. bbox=[61, 764, 200, 776]
paragraph: "Of course," was the reply, "the same power which makes the bond may also loose it; but it is only upon the gravest grounds that church divorces are granted, and they are exceedingly rare." bbox=[6, 1700, 255, 1767]
paragraph: When Alabama was a territory its capital was at St. Stephens, in Washington county. The convention that framed the constitution under which it was admitted into the Union was held in Huntsville, where the first legislature met in October, 1819, and the first governor was inaugurated. Cahaba became the seat of government in 1820. In 1825 the capital was removed to Tuscaloosa, and in 1846 it was again removed, this time to Montgomery. bbox=[1157, 1756, 1370, 1929]
paragraph: It was in the midst of such scenes as these that we found ourselves. Our guide became deeply interested in us, when we gave him a booklet of the Mechanics' Savings Bank and told him that we were from Virginia. He was delighted. He took our card and gave us one of his own. When we passed out of the gate we looked back and saw him showing the booklet to a group of white people, and his face was wreathed in smiles. He told us, too, that his father came from Caswell county, Va. We took an automobile ride and we were shown the home of Brigham Young and the house in which he lived with his favorite wife, and then they showed us the houses in which his other wives lived. Each wife had her own house. Some of them are alive and well today. Then they showed us the houses of the wives of other Mormons. bbox=[261, 943, 472, 1263]
agents-city-heading: NEWPORT NEWS, VA. bbox=[1391, 788, 1526, 800]
paragraph: If European deaths apace astonish, the conception of "love" of a bride or marriage shocks an Eskimo woman. Not only must a bride show herself unconsenting; she must, if she does not, be considered immoral and suffer accordingly. If she consents, her parents are considered as having failed in their duty. She has to be carried off by main force and is expected to struggle with all her might, shriek, weep, kick, scratch, and bite. When at last she is conveyed to the man's home, she rushes out again, so that in this way the man is obliged to keep his bride under his own eyes for a long time. She pretends to resist, but the resistance is purely formal, and she ends by accepting her husband. This is more a matter of custom and etiquette than a sincere act of independence, and she has to do it to keep up the reputation of her family.—Harper's Bazar. bbox=[699, 1132, 918, 1452]
agents-city-heading: TARBORO, N. C. bbox=[1408, 1837, 1508, 1849]
agents-city-heading: DEMOPOLIS, ALA. bbox=[1401, 472, 1515, 485]
paragraph: "'I don't remember just where to find it,' replied the widow, 'but it was made up of only four words—four helpful words—"Why need I care?"'" bbox=[699, 1056, 918, 1109]
article-heading: The Widow Was Comforted. bbox=[739, 734, 878, 747]
agent-entry: Wm. C. Claybrook, 821 18th St. bbox=[1381, 1290, 1522, 1314]
column-rule bbox=[922, 38, 923, 1985]
article-heading: Eskimo Courtship. bbox=[762, 1116, 854, 1129]
agent-entry: Charles Ludwig, P. O. Box 1776. bbox=[1381, 556, 1509, 581]
agents-city-heading: PHILADELPHIA, PA. bbox=[1395, 645, 1521, 657]
paragraph: That revived the obligation. The banker brought suit and recovered in full for the note and interest.—Kansas City Star. bbox=[699, 2028, 918, 2081]
dateline-day: SATURDAY, bbox=[6, 186, 69, 197]
agents-city-heading: RICHMOND, VA. bbox=[1407, 88, 1509, 100]
agent-entry: Beverly Williams, 23 John St. bbox=[1381, 1200, 1526, 1212]
paragraph: His resignation was accepted, to take effect Friday. This action was taken with the approval of President Taft and was announced by Secretary Meyer after the cabinet meeting. His resignation will completely separate him from the naval service and he will draw no pay from the government. bbox=[928, 1616, 1147, 1722]
paragraph: Rear Admiral Edward B. Barry, former commander-in-chief of the Pacific fleet, has resigned "for the good of the service." bbox=[928, 1559, 1147, 1612]
article-heading: Comets of the Past Century. bbox=[1195, 1543, 1332, 1556]
agent-entry: J. J. Nixon, 405 W. Leigh St. bbox=[1381, 188, 1517, 200]
paragraph: Henderson had locked himself in, and was curled up in a bunk, fast asleep when one of the detectives peered in through the window. He bbox=[480, 2298, 691, 2351]
agent-entry: McDOWELL, ALA. bbox=[1381, 512, 1473, 524]
agents-city-heading: STAUNTON, VA. bbox=[1409, 2038, 1508, 2050]
section-heading: ALL CAN PREACH. bbox=[78, 475, 183, 487]
paragraph: He was taken to the First Station, where, closeted with the detectives, he confessed that they had the right man. He gave them a detailed account of the killing, saying that Harris had threatened him with a razor, and was in the act of cutting him when he drew his own knife in self-defense. Harris was stabbed through the heart. He walked twenty yards to his doorway, where he fell dead.—Times-Dispatch, Jan. 30, 1911. bbox=[699, 134, 918, 294]
paragraph: All indications point to the fact that less than ten miles below our feet a red heat is maintained permanently and within twenty a white heat. Five miles above us we have the pitiless cold, far below zero, of interplanetary space. To what a narrow zone of delicately balanced temperature is life confined! bbox=[699, 2104, 918, 2224]
paragraph: The building cost four million dollars. The Elder told us too that 'in the Temple' they baptize living people for the dead ones. That is, a man would be baptized for his son, who was dead, and vice-versa. All baptism is performed by immersion. Inside of the Temple is a font, supported by twelve brazen oxen. The following extract from one of the Mormon publications will prove to be of interest, inasmuch as it relates to marriages: bbox=[6, 1090, 255, 1236]
agent-entry: Jesse W. Shreaves, 88 Liberty St. bbox=[1381, 442, 1528, 466]
agents-city-heading: BROOKLYN, N. Y. bbox=[1405, 1768, 1511, 1780]
